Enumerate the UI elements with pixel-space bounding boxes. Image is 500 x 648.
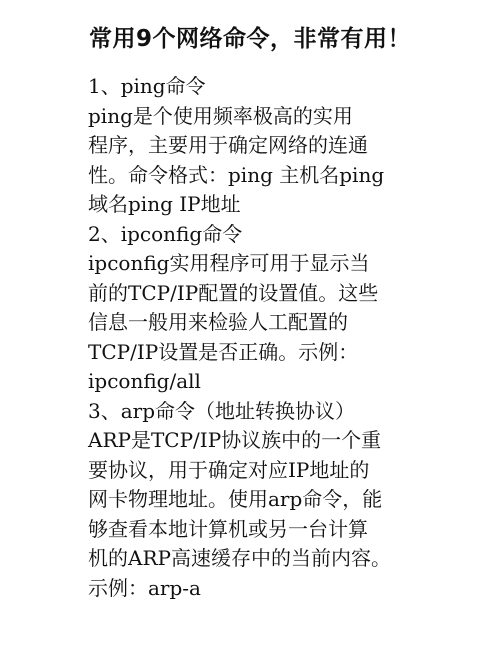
paragraph-line: 程序，主要用于确定网络的连通 — [88, 133, 368, 157]
section-heading-ping: 1、ping命令 — [88, 74, 206, 98]
paragraph-line: 要协议，用于确定对应IP地址的 — [88, 457, 370, 482]
paragraph-line: 前的TCP/IP配置的设置值。这些 — [88, 280, 379, 305]
paragraph-line: 域名ping IP地址 — [88, 192, 241, 216]
section-heading-ipconfig: 2、ipconfig命令 — [88, 221, 243, 246]
paragraph-line: 网卡物理地址。使用arp命令，能 — [88, 487, 383, 511]
paragraph-line: 够查看本地计算机或另一台计算 — [88, 516, 368, 541]
paragraph-line: 示例：arp-a — [88, 575, 201, 600]
paragraph-line: 信息一般用来检验人工配置的 — [88, 310, 348, 334]
paragraph-line: 机的ARP高速缓存中的当前内容。 — [88, 546, 391, 570]
article-body — [88, 72, 418, 603]
page-title: 常用9个网络命令，非常有用！ — [88, 26, 411, 52]
paragraph-line: ping是个使用频率极高的实用 — [88, 103, 353, 128]
paragraph-line: TCP/IP设置是否正确。示例： — [88, 339, 359, 364]
section-heading-arp: 3、arp命令（地址转换协议） — [88, 398, 356, 423]
paragraph-line: 性。命令格式：ping 主机名ping — [88, 162, 385, 187]
paragraph-line: ipconfig/all — [88, 369, 201, 393]
paragraph-line: ipconfig实用程序可用于显示当 — [88, 251, 370, 275]
paragraph-line: ARP是TCP/IP协议族中的一个重 — [88, 428, 382, 452]
